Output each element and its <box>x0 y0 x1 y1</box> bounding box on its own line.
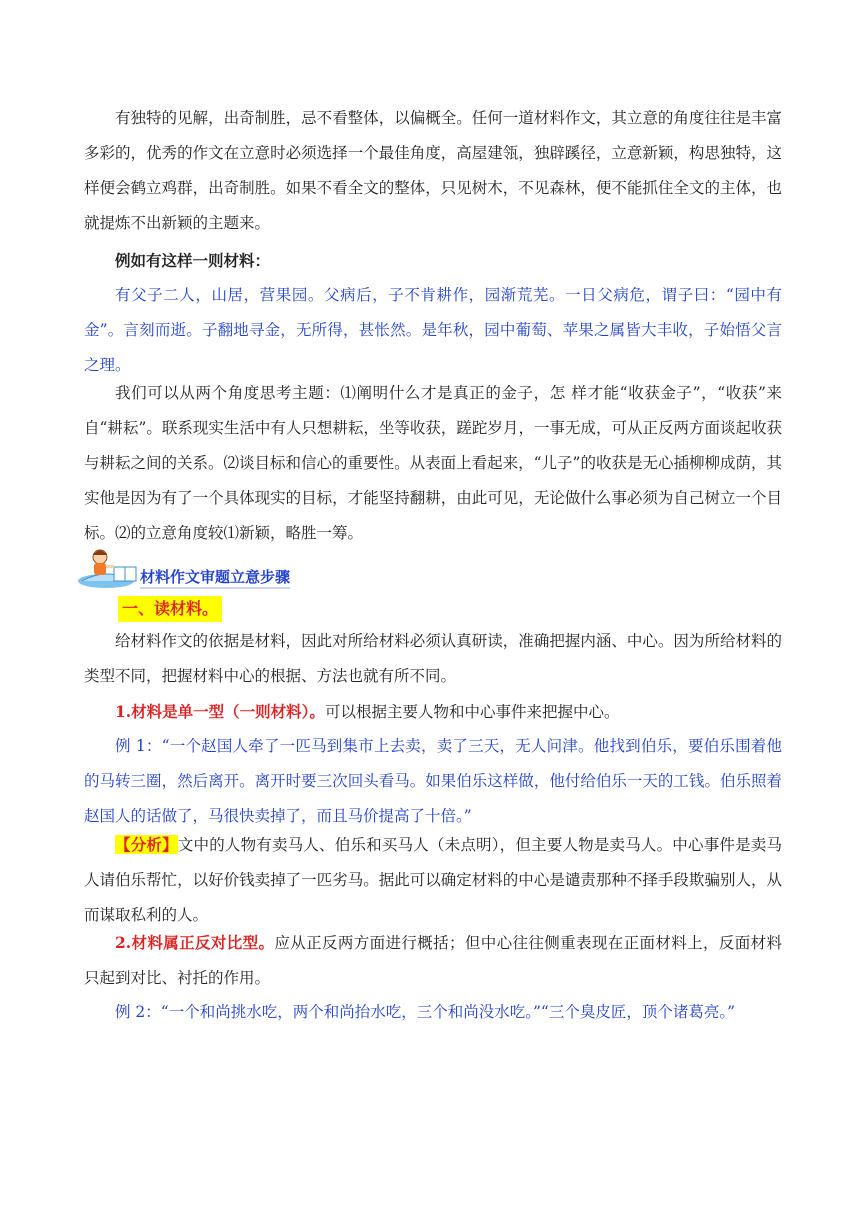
section-title: 材料作文审题立意步骤 <box>140 568 291 586</box>
paragraph-example-2: 例 2：“一个和尚挑水吃，两个和尚抬水吃，三个和尚没水吃。”“三个臭皮匠，顶个诸葛亮。” <box>115 1003 735 1021</box>
item-single-type <box>84 694 782 730</box>
paragraph-material: 有父子二人，山居，营果园。父病后，子不肯耕作，园渐荒芜。一日父病危，谓子曰：“园中有金”。言刻而逝。子翻地寻金，无所得，甚怅然。是年秋，园中葡萄、苹果之属皆大丰收，子始悟父言之理。 <box>84 286 782 374</box>
heading-read-material: 一、读材料。 <box>118 596 222 622</box>
item-contrast-type-label: 2.材料属正反对比型。 <box>115 933 275 952</box>
paragraph-reading-basis: 给材料作文的依据是材料，因此对所给材料必须认真研读，准确把握内涵、中心。因为所给材料的类型不同，把握材料中心的根据、方法也就有所不同。 <box>84 632 782 685</box>
paragraph-analysis-angles: 我们可以从两个角度思考主题：⑴阐明什么才是真正的金子，怎 样才能“收获金子”，“收获”来自“耕耘”。联系现实生活中有人只想耕耘，坐等收获，蹉跎岁月，一事无成，可从正反两方面谈起收获与耕耘之间的关系。⑵谈目标和信心的重要性。从表面上看起来，“儿子”的收获是无心插柳柳成荫，其实他是因为有了一个具体现实的目标，才能坚持翻耕，由此可见，无论做什么事必须为自己树立一个目标。⑵的立意角度较⑴新颖，略胜一筹。 <box>84 384 782 542</box>
item-contrast-type <box>84 925 782 996</box>
analysis-label: 【分析】 <box>115 835 178 854</box>
item-single-type-text: 可以根据主要人物和中心事件来把握中心。 <box>324 703 620 721</box>
item-single-type-label: 1.材料是单一型（一则材料）。 <box>115 702 325 721</box>
analysis-text: 文中的人物有卖马人、伯乐和买马人（未点明），但主要人物是卖马人。中心事件是卖马人请伯乐帮忙，以好价钱卖掉了一匹劣马。据此可以确定材料的中心是谴责那种不择手段欺骗别人，从而谋取私利的人。 <box>84 836 782 924</box>
paragraph-example-lead: 例如有这样一则材料： <box>115 251 271 270</box>
paragraph-example-1: 例 1：“一个赵国人牵了一匹马到集市上去卖，卖了三天，无人问津。他找到伯乐，要伯乐围着他的马转三圈，然后离开。离开时要三次回头看马。如果伯乐这样做，他付给伯乐一天的工钱。伯乐照着赵国人的话做了，马很快卖掉了，而且马价提高了十倍。” <box>84 737 782 825</box>
paragraph-intro: 有独特的见解，出奇制胜，忌不看整体，以偏概全。任何一道材料作文，其立意的角度往往是丰富多彩的，优秀的作文在立意时必须选择一个最佳角度，高屋建瓴，独辟蹊径，立意新颖，构思独特，这样便会鹤立鸡群，出奇制胜。如果不看全文的整体，只见树木，不见森林，便不能抓住全文的主体，也就提炼不出新颖的主题来。 <box>84 109 782 232</box>
item-contrast-type-text: 应从正反两方面进行概括；但中心往往侧重表现在正面材料上，反面材料只起到对比、衬托的作用。 <box>84 934 782 987</box>
reading-child-icon <box>76 545 148 589</box>
paragraph-analysis <box>84 827 782 933</box>
section-title-underline <box>140 587 290 589</box>
